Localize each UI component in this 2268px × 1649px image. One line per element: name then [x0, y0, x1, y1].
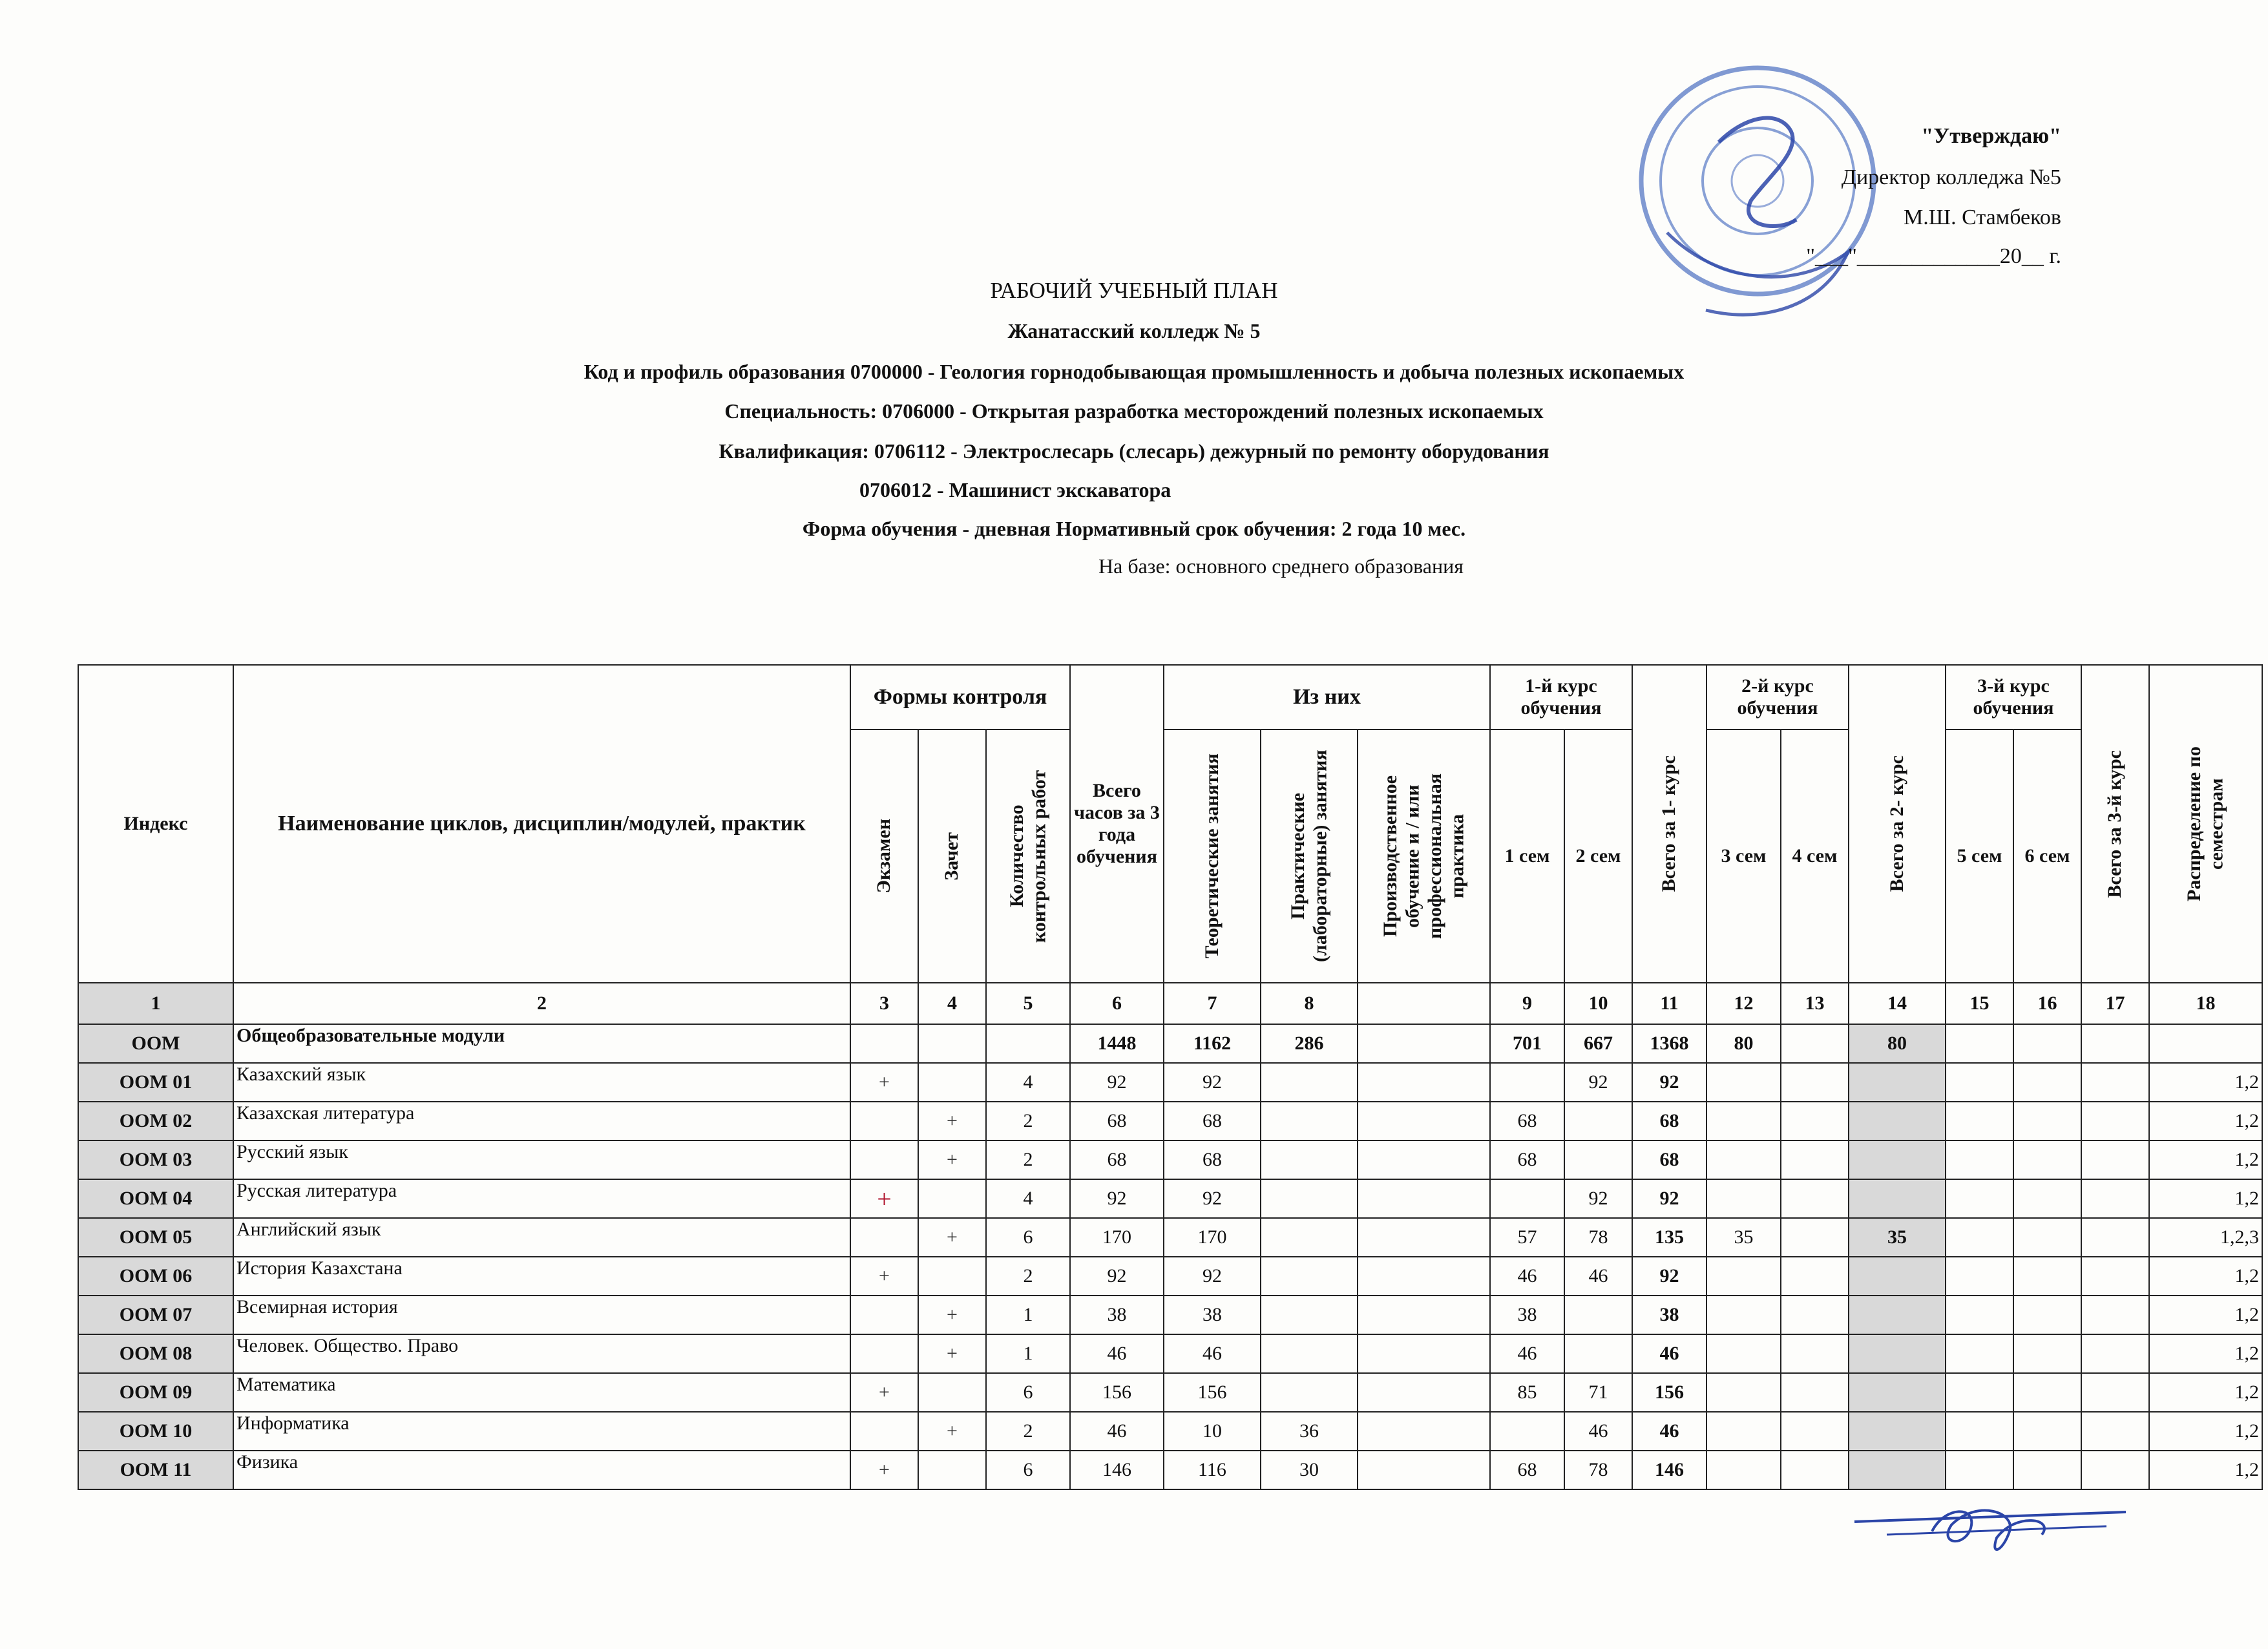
cell-credit: +	[918, 1102, 986, 1140]
cell-s3	[1706, 1102, 1781, 1140]
cell-exam	[850, 1296, 918, 1334]
cell-exam	[850, 1412, 918, 1451]
document-title: РАБОЧИЙ УЧЕБНЫЙ ПЛАН	[990, 278, 1278, 303]
header-distribution: Распределение по семестрам	[2149, 665, 2262, 983]
cell-credit	[918, 1451, 986, 1489]
cell-s4	[1781, 1102, 1849, 1140]
header-name: Наименование циклов, дисциплин/модулей, практик	[233, 665, 850, 983]
table-row	[78, 1218, 2262, 1257]
table-row	[78, 1373, 2262, 1412]
cell-practice	[1261, 1296, 1358, 1334]
cell-name: Информатика	[233, 1412, 850, 1451]
header-sem-4: 4 сем	[1781, 730, 1849, 983]
cell-practice	[1261, 1179, 1358, 1218]
cell-s1	[1490, 1412, 1564, 1451]
cell-idx: ООМ 11	[78, 1451, 233, 1489]
cell-practice	[1261, 1334, 1358, 1373]
header-tests: Количество контрольных работ	[986, 730, 1070, 983]
cell-s1: 85	[1490, 1373, 1564, 1412]
cell-idx: ООМ 04	[78, 1179, 233, 1218]
cell-total: 92	[1070, 1063, 1164, 1102]
cell-tests: 4	[986, 1063, 1070, 1102]
header-sem-2: 2 сем	[1564, 730, 1632, 983]
cell-t3	[2081, 1140, 2149, 1179]
header-total-hours: Всего часов за 3 года обучения	[1070, 665, 1164, 983]
cell-tests: 1	[986, 1334, 1070, 1373]
column-number: 3	[850, 983, 918, 1024]
cell-s2: 46	[1564, 1412, 1632, 1451]
cell-s2: 667	[1564, 1024, 1632, 1063]
cell-idx: ООМ 03	[78, 1140, 233, 1179]
cell-exam: +	[850, 1179, 918, 1218]
cell-s2: 78	[1564, 1451, 1632, 1489]
cell-credit: +	[918, 1334, 986, 1373]
cell-t2	[1849, 1257, 1946, 1296]
header-control-forms: Формы контроля	[850, 665, 1070, 730]
cell-theory: 92	[1164, 1257, 1261, 1296]
study-form: Форма обучения - дневная Нормативный срок обучения: 2 года 10 мес.	[802, 517, 1466, 540]
cell-s6	[2013, 1296, 2081, 1334]
column-number: 17	[2081, 983, 2149, 1024]
cell-idx: ООМ 08	[78, 1334, 233, 1373]
cell-s1: 68	[1490, 1140, 1564, 1179]
cell-s3: 35	[1706, 1218, 1781, 1257]
cell-s4	[1781, 1334, 1849, 1373]
cell-theory: 170	[1164, 1218, 1261, 1257]
cell-s4	[1781, 1179, 1849, 1218]
cell-exam	[850, 1334, 918, 1373]
cell-dist: 1,2	[2149, 1179, 2262, 1218]
cell-t3	[2081, 1451, 2149, 1489]
table-row	[78, 1102, 2262, 1140]
cell-dist: 1,2	[2149, 1334, 2262, 1373]
header-course-3: 3-й курс обучения	[1946, 665, 2081, 730]
cell-theory: 92	[1164, 1063, 1261, 1102]
column-number: 4	[918, 983, 986, 1024]
cell-s4	[1781, 1063, 1849, 1102]
cell-t1: 46	[1632, 1412, 1706, 1451]
cell-s3	[1706, 1412, 1781, 1451]
cell-s2	[1564, 1140, 1632, 1179]
cell-t3	[2081, 1334, 2149, 1373]
cell-practice	[1261, 1257, 1358, 1296]
cell-idx: ООМ	[78, 1024, 233, 1063]
cell-s5	[1946, 1140, 2013, 1179]
column-number: 9	[1490, 983, 1564, 1024]
cell-total: 92	[1070, 1179, 1164, 1218]
cell-s5	[1946, 1334, 2013, 1373]
cell-idx: ООМ 01	[78, 1063, 233, 1102]
column-number: 2	[233, 983, 850, 1024]
cell-dist: 1,2	[2149, 1102, 2262, 1140]
cell-credit: +	[918, 1412, 986, 1451]
cell-prod	[1358, 1179, 1490, 1218]
cell-s1: 68	[1490, 1451, 1564, 1489]
cell-s5	[1946, 1063, 2013, 1102]
cell-dist: 1,2	[2149, 1451, 2262, 1489]
table-row	[78, 1451, 2262, 1489]
cell-s6	[2013, 1412, 2081, 1451]
cell-s5	[1946, 1218, 2013, 1257]
cell-practice: 36	[1261, 1412, 1358, 1451]
cell-idx: ООМ 09	[78, 1373, 233, 1412]
cell-name: Русская литература	[233, 1179, 850, 1218]
cell-prod	[1358, 1451, 1490, 1489]
cell-prod	[1358, 1257, 1490, 1296]
column-numbers-row	[78, 983, 2262, 1024]
cell-practice	[1261, 1373, 1358, 1412]
cell-s4	[1781, 1257, 1849, 1296]
column-number: 1	[78, 983, 233, 1024]
college-name: Жанатасский колледж № 5	[1007, 319, 1261, 342]
cell-t1: 46	[1632, 1334, 1706, 1373]
cell-t2: 80	[1849, 1024, 1946, 1063]
cell-dist: 1,2	[2149, 1373, 2262, 1412]
cell-s1: 46	[1490, 1334, 1564, 1373]
cell-prod	[1358, 1296, 1490, 1334]
cell-s1: 57	[1490, 1218, 1564, 1257]
cell-s2: 92	[1564, 1179, 1632, 1218]
cell-exam	[850, 1024, 918, 1063]
cell-name: Русский язык	[233, 1140, 850, 1179]
cell-prod	[1358, 1102, 1490, 1140]
cell-exam: +	[850, 1257, 918, 1296]
cell-t1: 1368	[1632, 1024, 1706, 1063]
cell-s6	[2013, 1140, 2081, 1179]
cell-name: Английский язык	[233, 1218, 850, 1257]
cell-theory: 1162	[1164, 1024, 1261, 1063]
cell-tests: 4	[986, 1179, 1070, 1218]
cell-practice: 30	[1261, 1451, 1358, 1489]
cell-s1: 68	[1490, 1102, 1564, 1140]
cell-s6	[2013, 1102, 2081, 1140]
cell-s5	[1946, 1451, 2013, 1489]
cell-total: 1448	[1070, 1024, 1164, 1063]
cell-theory: 38	[1164, 1296, 1261, 1334]
cell-s5	[1946, 1296, 2013, 1334]
cell-tests: 2	[986, 1257, 1070, 1296]
cell-s5	[1946, 1102, 2013, 1140]
cell-dist: 1,2	[2149, 1063, 2262, 1102]
cell-t1: 92	[1632, 1063, 1706, 1102]
header-sem-3: 3 сем	[1706, 730, 1781, 983]
cell-t2: 35	[1849, 1218, 1946, 1257]
cell-t1: 68	[1632, 1102, 1706, 1140]
cell-s2	[1564, 1102, 1632, 1140]
cell-s3	[1706, 1257, 1781, 1296]
cell-tests: 6	[986, 1373, 1070, 1412]
cell-t2	[1849, 1373, 1946, 1412]
cell-name: Человек. Общество. Право	[233, 1334, 850, 1373]
qualification-2: 0706012 - Машинист экскаватора	[859, 478, 1171, 501]
column-number: 6	[1070, 983, 1164, 1024]
cell-t2	[1849, 1412, 1946, 1451]
cell-s5	[1946, 1373, 2013, 1412]
cell-tests: 6	[986, 1218, 1070, 1257]
cell-t2	[1849, 1451, 1946, 1489]
cell-theory: 46	[1164, 1334, 1261, 1373]
cell-t3	[2081, 1218, 2149, 1257]
cell-t2	[1849, 1334, 1946, 1373]
cell-credit	[918, 1063, 986, 1102]
cell-dist: 1,2,3	[2149, 1218, 2262, 1257]
cell-s2: 78	[1564, 1218, 1632, 1257]
table-row	[78, 1257, 2262, 1296]
cell-t1: 92	[1632, 1179, 1706, 1218]
cell-theory: 156	[1164, 1373, 1261, 1412]
cell-s1	[1490, 1179, 1564, 1218]
cell-s6	[2013, 1218, 2081, 1257]
cell-s3	[1706, 1063, 1781, 1102]
cell-name: Казахская литература	[233, 1102, 850, 1140]
cell-name: Общеобразовательные модули	[233, 1024, 850, 1063]
table-row	[78, 1296, 2262, 1334]
header-of-them: Из них	[1164, 665, 1490, 730]
cell-s6	[2013, 1451, 2081, 1489]
cell-prod	[1358, 1412, 1490, 1451]
cell-t3	[2081, 1296, 2149, 1334]
column-number: 14	[1849, 983, 1946, 1024]
cell-credit: +	[918, 1218, 986, 1257]
cell-s5	[1946, 1024, 2013, 1063]
header-sem-5: 5 сем	[1946, 730, 2013, 983]
cell-total: 38	[1070, 1296, 1164, 1334]
cell-exam: +	[850, 1373, 918, 1412]
cell-t1: 135	[1632, 1218, 1706, 1257]
approval-date: "___"_____________20__ г.	[1806, 244, 2061, 268]
approval-name: М.Ш. Стамбеков	[1904, 205, 2061, 229]
cell-tests	[986, 1024, 1070, 1063]
cell-tests: 2	[986, 1412, 1070, 1451]
cell-exam: +	[850, 1451, 918, 1489]
column-number: 15	[1946, 983, 2013, 1024]
cell-s6	[2013, 1063, 2081, 1102]
cell-credit	[918, 1257, 986, 1296]
cell-practice	[1261, 1102, 1358, 1140]
table-row	[78, 1024, 2262, 1063]
signature	[1848, 1486, 2132, 1564]
cell-dist: 1,2	[2149, 1412, 2262, 1451]
cell-exam	[850, 1218, 918, 1257]
column-number: 18	[2149, 983, 2262, 1024]
cell-total: 170	[1070, 1218, 1164, 1257]
cell-name: История Казахстана	[233, 1257, 850, 1296]
cell-t3	[2081, 1063, 2149, 1102]
cell-t1: 92	[1632, 1257, 1706, 1296]
cell-t3	[2081, 1373, 2149, 1412]
cell-dist	[2149, 1024, 2262, 1063]
cell-s6	[2013, 1257, 2081, 1296]
cell-name: Математика	[233, 1373, 850, 1412]
cell-s4	[1781, 1296, 1849, 1334]
cell-s3	[1706, 1451, 1781, 1489]
column-number: 13	[1781, 983, 1849, 1024]
cell-idx: ООМ 02	[78, 1102, 233, 1140]
header-credit: Зачет	[918, 730, 986, 983]
header-theory: Теоретические занятия	[1164, 730, 1261, 983]
cell-t3	[2081, 1102, 2149, 1140]
cell-t3	[2081, 1179, 2149, 1218]
cell-name: Казахский язык	[233, 1063, 850, 1102]
column-number: 5	[986, 983, 1070, 1024]
cell-prod	[1358, 1218, 1490, 1257]
table-row	[78, 1063, 2262, 1102]
cell-total: 46	[1070, 1412, 1164, 1451]
cell-s2	[1564, 1296, 1632, 1334]
cell-t2	[1849, 1140, 1946, 1179]
cell-credit: +	[918, 1140, 986, 1179]
header-total-course-2: Всего за 2- курс	[1849, 665, 1946, 983]
cell-dist: 1,2	[2149, 1140, 2262, 1179]
cell-s2: 92	[1564, 1063, 1632, 1102]
cell-prod	[1358, 1373, 1490, 1412]
cell-s5	[1946, 1412, 2013, 1451]
table-row	[78, 1140, 2262, 1179]
cell-t3	[2081, 1257, 2149, 1296]
cell-tests: 2	[986, 1102, 1070, 1140]
cell-s6	[2013, 1373, 2081, 1412]
cell-t3	[2081, 1024, 2149, 1063]
cell-t1: 38	[1632, 1296, 1706, 1334]
cell-credit	[918, 1373, 986, 1412]
specialty: Специальность: 0706000 - Открытая разработка месторождений полезных ископаемых	[724, 399, 1544, 423]
cell-s2: 46	[1564, 1257, 1632, 1296]
cell-prod	[1358, 1140, 1490, 1179]
table-row	[78, 1412, 2262, 1451]
cell-t2	[1849, 1063, 1946, 1102]
cell-tests: 6	[986, 1451, 1070, 1489]
cell-s3	[1706, 1140, 1781, 1179]
cell-t2	[1849, 1296, 1946, 1334]
cell-tests: 2	[986, 1140, 1070, 1179]
cell-total: 146	[1070, 1451, 1164, 1489]
cell-s1	[1490, 1063, 1564, 1102]
column-number: 8	[1261, 983, 1358, 1024]
approval-title: "Утверждаю"	[1921, 124, 2061, 148]
cell-total: 68	[1070, 1140, 1164, 1179]
cell-s6	[2013, 1024, 2081, 1063]
qualification-1: Квалификация: 0706112 - Электрослесарь (слесарь) дежурный по ремонту оборудования	[719, 439, 1549, 463]
cell-credit	[918, 1179, 986, 1218]
header-total-course-3: Всего за 3-й курс	[2081, 665, 2149, 983]
cell-tests: 1	[986, 1296, 1070, 1334]
cell-theory: 92	[1164, 1179, 1261, 1218]
column-number: 12	[1706, 983, 1781, 1024]
cell-theory: 68	[1164, 1140, 1261, 1179]
cell-exam: +	[850, 1063, 918, 1102]
cell-s6	[2013, 1179, 2081, 1218]
header-practice: Практические (лабораторные) занятия	[1261, 730, 1358, 983]
cell-s4	[1781, 1218, 1849, 1257]
cell-t1: 68	[1632, 1140, 1706, 1179]
cell-idx: ООМ 10	[78, 1412, 233, 1451]
cell-exam	[850, 1102, 918, 1140]
cell-s3	[1706, 1296, 1781, 1334]
cell-s2	[1564, 1334, 1632, 1373]
column-number: 16	[2013, 983, 2081, 1024]
education-profile: Код и профиль образования 0700000 - Геология горнодобывающая промышленность и добыча полезных ископаемых	[583, 360, 1685, 383]
column-number: 10	[1564, 983, 1632, 1024]
column-number: 7	[1164, 983, 1261, 1024]
cell-s4	[1781, 1140, 1849, 1179]
cell-total: 156	[1070, 1373, 1164, 1412]
cell-s1: 46	[1490, 1257, 1564, 1296]
cell-prod	[1358, 1063, 1490, 1102]
header-exam: Экзамен	[850, 730, 918, 983]
curriculum-table	[78, 664, 2263, 1490]
cell-prod	[1358, 1334, 1490, 1373]
cell-s3	[1706, 1373, 1781, 1412]
cell-t1: 156	[1632, 1373, 1706, 1412]
cell-exam	[850, 1140, 918, 1179]
cell-practice	[1261, 1218, 1358, 1257]
cell-prod	[1358, 1024, 1490, 1063]
table-row	[78, 1334, 2262, 1373]
cell-s1: 701	[1490, 1024, 1564, 1063]
cell-t1: 146	[1632, 1451, 1706, 1489]
education-base: На базе: основного среднего образования	[1098, 554, 1464, 578]
cell-s4	[1781, 1024, 1849, 1063]
cell-dist: 1,2	[2149, 1296, 2262, 1334]
cell-s4	[1781, 1412, 1849, 1451]
cell-s6	[2013, 1334, 2081, 1373]
cell-s5	[1946, 1179, 2013, 1218]
cell-theory: 116	[1164, 1451, 1261, 1489]
header-sem-1: 1 сем	[1490, 730, 1564, 983]
cell-s1: 38	[1490, 1296, 1564, 1334]
header-sem-6: 6 сем	[2013, 730, 2081, 983]
cell-idx: ООМ 07	[78, 1296, 233, 1334]
table-row	[78, 1179, 2262, 1218]
cell-idx: ООМ 06	[78, 1257, 233, 1296]
cell-credit: +	[918, 1296, 986, 1334]
cell-total: 92	[1070, 1257, 1164, 1296]
cell-practice: 286	[1261, 1024, 1358, 1063]
header-index: Индекс	[78, 665, 233, 983]
cell-dist: 1,2	[2149, 1257, 2262, 1296]
cell-total: 46	[1070, 1334, 1164, 1373]
cell-theory: 10	[1164, 1412, 1261, 1451]
cell-s4	[1781, 1373, 1849, 1412]
cell-name: Физика	[233, 1451, 850, 1489]
cell-s4	[1781, 1451, 1849, 1489]
column-number: 11	[1632, 983, 1706, 1024]
header-course-2: 2-й курс обучения	[1706, 665, 1849, 730]
cell-s2: 71	[1564, 1373, 1632, 1412]
cell-s5	[1946, 1257, 2013, 1296]
cell-total: 68	[1070, 1102, 1164, 1140]
header-course-1: 1-й курс обучения	[1490, 665, 1632, 730]
cell-name: Всемирная история	[233, 1296, 850, 1334]
header-production: Производственное обучение и / или профессиональная практика	[1358, 730, 1490, 983]
cell-s3: 80	[1706, 1024, 1781, 1063]
cell-s3	[1706, 1179, 1781, 1218]
cell-idx: ООМ 05	[78, 1218, 233, 1257]
cell-credit	[918, 1024, 986, 1063]
cell-t2	[1849, 1179, 1946, 1218]
approval-director: Директор колледжа №5	[1841, 165, 2061, 189]
cell-practice	[1261, 1140, 1358, 1179]
header-total-course-1: Всего за 1- курс	[1632, 665, 1706, 983]
cell-theory: 68	[1164, 1102, 1261, 1140]
cell-t2	[1849, 1102, 1946, 1140]
cell-s3	[1706, 1334, 1781, 1373]
column-number	[1358, 983, 1490, 1024]
cell-t3	[2081, 1412, 2149, 1451]
cell-practice	[1261, 1063, 1358, 1102]
